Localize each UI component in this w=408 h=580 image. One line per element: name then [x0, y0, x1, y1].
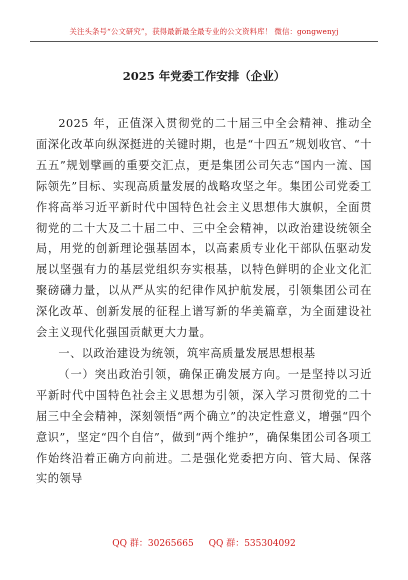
footer-qq-group-2: QQ 群：535304092 [208, 539, 296, 549]
intro-paragraph: 2025 年，正值深入贯彻党的二十届三中全会精神、推动全面深化改革向纵深挺进的关键时期，也是“十四五”规划收官、“十五五”规划擘画的重要交汇点，更是集团公司矢志“国内一流、国际领先”目标、实现高质量发展的战略攻坚之年。集团公司党委工作将高举习近平新时代中国特色社会主义思想伟大旗帜，全面贯彻党的二十大及二十届二中、三中全会精神，以政治建设统领全局，用党的创新理论强基固本，以高素质专业化干部队伍驱动发展以坚强有力的基层党组织夯实根基，以特色鲜明的企业文化汇聚磅礴力量，以从严从实的纪律作风护航发展，引领集团公司在深化改革、创新发展的征程上谱写新的华美篇章，为全面建设社会主义现代化强国贡献更大力量。 [36, 117, 372, 340]
header-divider [30, 41, 378, 42]
sub-paragraph: （一）突出政治引领，确保正确发展方向。一是坚持以习近平新时代中国特色社会主义思想为引领，深入学习贯彻党的二十届三中全会精神，深刻领悟“两个确立”的决定性意义，增强“四个意识”，坚定“四个自信”，做到“两个维护”，确保集团公司各项工作始终沿着正确方向前进。二是强化党委把方向、管大局、保落实的领导 [36, 367, 372, 486]
document-title: 2025 年党委工作安排（企业） [122, 69, 286, 83]
section-heading: 一、以政治建设为统领，筑牢高质量发展思想根基 [58, 346, 316, 360]
footer [0, 536, 408, 549]
header-banner: 关注头条号“公文研究”，获得最新最全最专业的公文资料库！ 微信：gongwenyj [69, 27, 339, 36]
footer-qq-group-1: QQ 群：30265665 [112, 539, 194, 549]
document-body [36, 114, 372, 490]
